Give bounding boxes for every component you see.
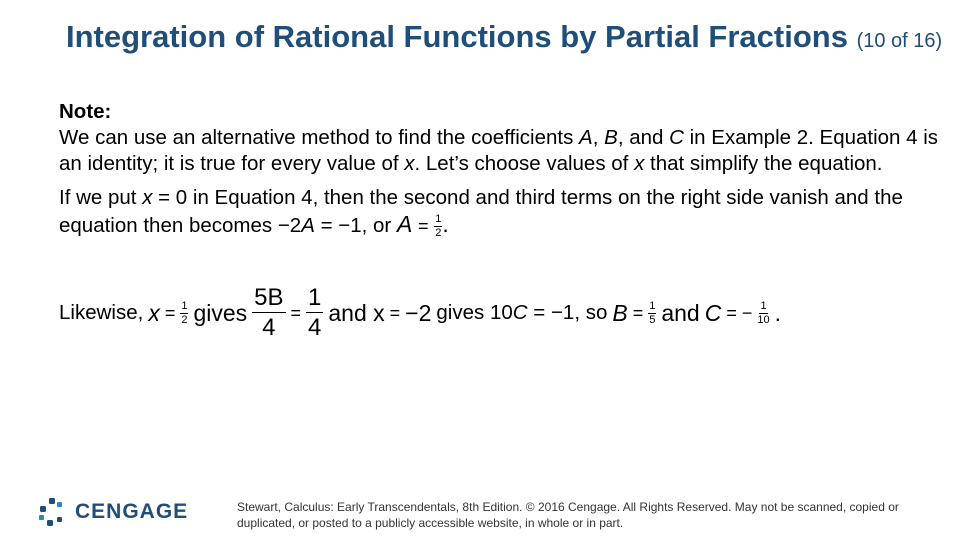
note-text-1: We can use an alternative method to find the coefficients xyxy=(59,126,580,149)
fraction-one-fifth xyxy=(648,301,656,326)
var-C: C xyxy=(669,126,684,149)
likewise-row xyxy=(59,283,781,343)
cengage-logo xyxy=(38,497,188,527)
eq-sign: = xyxy=(389,302,401,323)
var-B: B xyxy=(612,299,628,326)
eq-sign: = xyxy=(164,302,176,323)
eq-sign: = xyxy=(418,216,429,236)
frac-numerator: 1 xyxy=(181,299,188,312)
fraction-half xyxy=(180,301,188,326)
note-label: Note: xyxy=(59,100,112,123)
var-x: x xyxy=(142,186,153,209)
eq-sign-minus: = − xyxy=(726,302,753,323)
var-x: x xyxy=(148,299,160,326)
title-subtitle: (10 of 16) xyxy=(856,30,943,52)
title-main: Integration of Rational Functions by Partial Fractions xyxy=(66,19,848,54)
gives-10C xyxy=(436,301,607,325)
frac-denominator: 2 xyxy=(435,227,442,240)
var-C: C xyxy=(512,301,528,324)
note-text-2: in Example 2. Equation 4 is an identity; it is true for every value of xyxy=(59,126,939,175)
and-label: and xyxy=(661,299,700,326)
frac-numerator: 1 xyxy=(308,284,322,311)
var-A: A xyxy=(579,126,593,149)
note-text-3: . Let’s choose values of xyxy=(414,152,635,175)
frac-denominator: 10 xyxy=(757,313,770,326)
fraction-5B-over-4 xyxy=(252,286,285,340)
eq-sign: = xyxy=(290,302,302,323)
var-B: B xyxy=(604,126,618,149)
fraction-1-over-4 xyxy=(306,286,323,340)
copyright-footer: Stewart, Calculus: Early Transcendentals, 8th Edition. © 2016 Cengage. All Rights Reserved. May not be scanned, copied or duplicated, or posted to a publicly accessible website, in whole or in part. xyxy=(237,500,899,530)
frac-numerator: 1 xyxy=(435,213,442,226)
slide-title xyxy=(66,20,942,58)
equation-A xyxy=(396,211,449,240)
p2-text-a: If we put xyxy=(59,186,143,209)
var-A: A xyxy=(301,214,315,237)
cengage-logo-icon xyxy=(38,497,66,527)
frac-denominator: 5 xyxy=(649,313,656,326)
eq-A-var: A xyxy=(396,211,413,237)
sep-1: , xyxy=(592,126,605,149)
sep-2: , and xyxy=(617,126,670,149)
note-paragraph xyxy=(59,125,939,177)
var-x: x xyxy=(404,152,415,175)
frac-numerator: 5B xyxy=(254,284,284,311)
so-text: = −1, so xyxy=(527,301,608,324)
p2-text-b: = 0 in Equation 4, then the second and third terms on the right side vanish and the equation then becomes −2 xyxy=(59,186,903,237)
likewise-label: Likewise, xyxy=(59,301,144,324)
paragraph-2 xyxy=(59,185,939,239)
frac-denominator: 4 xyxy=(262,314,276,341)
frac-denominator: 2 xyxy=(181,313,188,326)
var-C: C xyxy=(704,299,722,326)
p2-text-c: = −1, or xyxy=(314,214,397,237)
frac-numerator: 1 xyxy=(760,299,767,312)
period: . xyxy=(442,211,449,237)
gives-label: gives xyxy=(193,299,248,326)
fraction-one-tenth xyxy=(757,301,769,326)
neg-two: −2 xyxy=(405,299,432,326)
frac-numerator: 1 xyxy=(649,299,656,312)
period: . xyxy=(774,299,782,326)
cengage-wordmark: CENGAGE xyxy=(75,500,189,523)
var-x: x xyxy=(634,152,645,175)
gives-text: gives 10 xyxy=(436,301,513,324)
and-x-label: and x xyxy=(328,299,385,326)
slide-body xyxy=(59,99,939,239)
eq-sign: = xyxy=(632,302,644,323)
frac-denominator: 4 xyxy=(308,314,322,341)
note-text-4: that simplify the equation. xyxy=(644,152,883,175)
